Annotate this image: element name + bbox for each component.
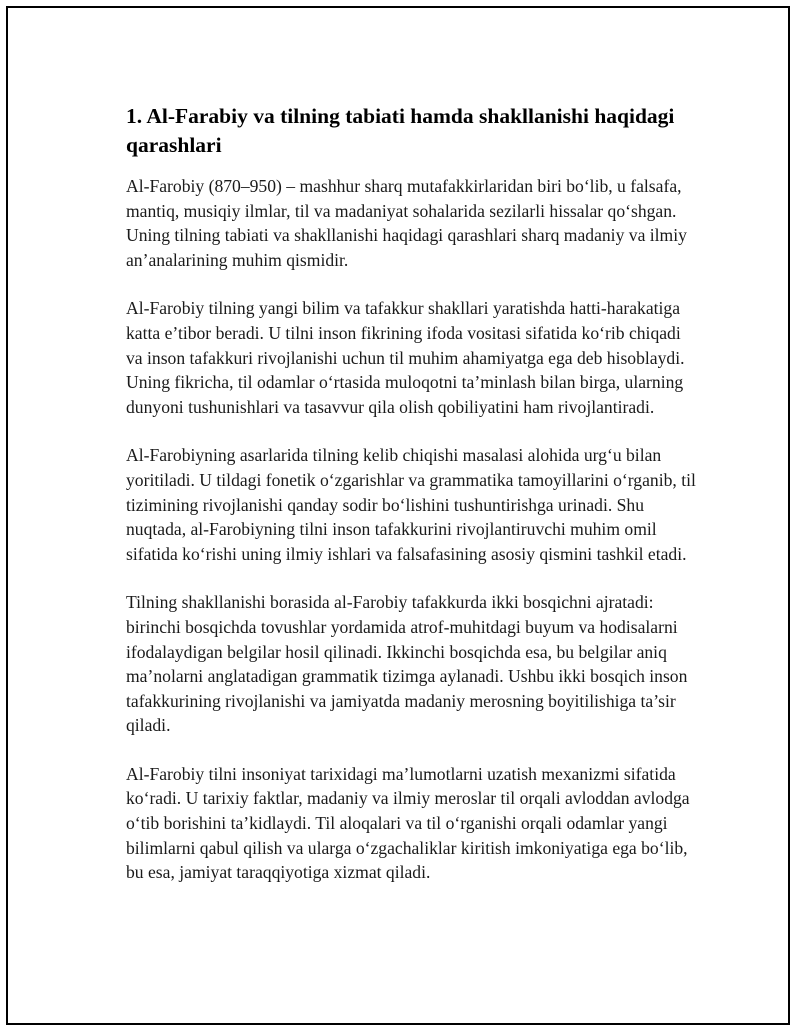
paragraph-3: Al-Farobiyning asarlarida tilning kelib chiqishi masalasi alohida urg‘u bilan yoritiladi. U tildagi fonetik o‘zgarishlar va grammatika tamoyillarini o‘rganib, til tizimining rivojlanishi qanday sodir bo‘lishini tushuntirishga urinadi. Shu nuqtada, al-Farobiyning tilni inson tafakkurini rivojlantiruvchi muhim omil sifatida ko‘rishi uning ilmiy ishlari va falsafasining asosiy qismini tashkil etadi. bbox=[126, 445, 696, 564]
section-heading: 1. Al-Farabiy va tilning tabiati hamda shakllanishi haqidagi qarashlari bbox=[126, 104, 675, 157]
paragraph-2: Al-Farobiy tilning yangi bilim va tafakkur shakllari yaratishda hatti-harakatiga katta e’tibor beradi. U tilni inson fikrining ifoda vositasi sifatida ko‘rib chiqadi va inson tafakkuri rivojlanishi uchun til muhim ahamiyatga ega deb hisoblaydi. Uning fikricha, til odamlar o‘rtasida muloqotni ta’minlash bilan birga, ularning dunyoni tushunishlari va tasavvur qila olish qobiliyatini ham rivojlantiradi. bbox=[126, 298, 685, 417]
page-frame bbox=[6, 6, 790, 1025]
paragraph-4: Tilning shakllanishi borasida al-Farobiy tafakkurda ikki bosqichni ajratadi: birinchi bosqichda tovushlar yordamida atrof-muhitdagi buyum va hodisalarni ifodalaydigan belgilar hosil qilinadi. Ikkinchi bosqichda esa, bu belgilar aniq ma’nolarni anglatadigan grammatik tizimga aylanadi. Ushbu ikki bosqich inson tafakkurining rivojlanishi va jamiyatda madaniy merosning boyitilishiga ta’sir qiladi. bbox=[126, 592, 688, 736]
paragraph-5: Al-Farobiy tilni insoniyat tarixidagi ma’lumotlarni uzatish mexanizmi sifatida ko‘radi. U tarixiy faktlar, madaniy va ilmiy meroslar til orqali avloddan avlodga o‘tib borishini ta’kidlaydi. Til aloqalari va til o‘rganishi orqali odamlar yangi bilimlarni qabul qilish va ularga o‘zgachaliklar kiritish imkoniyatiga ega bo‘lib, bu esa, jamiyat taraqqiyotiga xizmat qiladi. bbox=[126, 763, 690, 883]
document-body bbox=[126, 102, 698, 909]
paragraph-1: Al-Farobiy (870–950) – mashhur sharq mutafakkirlaridan biri bo‘lib, u falsafa, mantiq, musiqiy ilmlar, til va madaniyat sohalarida sezilarli hissalar qo‘shgan. Uning tilning tabiati va shakllanishi haqidagi qarashlari sharq madaniy va ilmiy an’analarining muhim qismidir. bbox=[126, 176, 687, 270]
